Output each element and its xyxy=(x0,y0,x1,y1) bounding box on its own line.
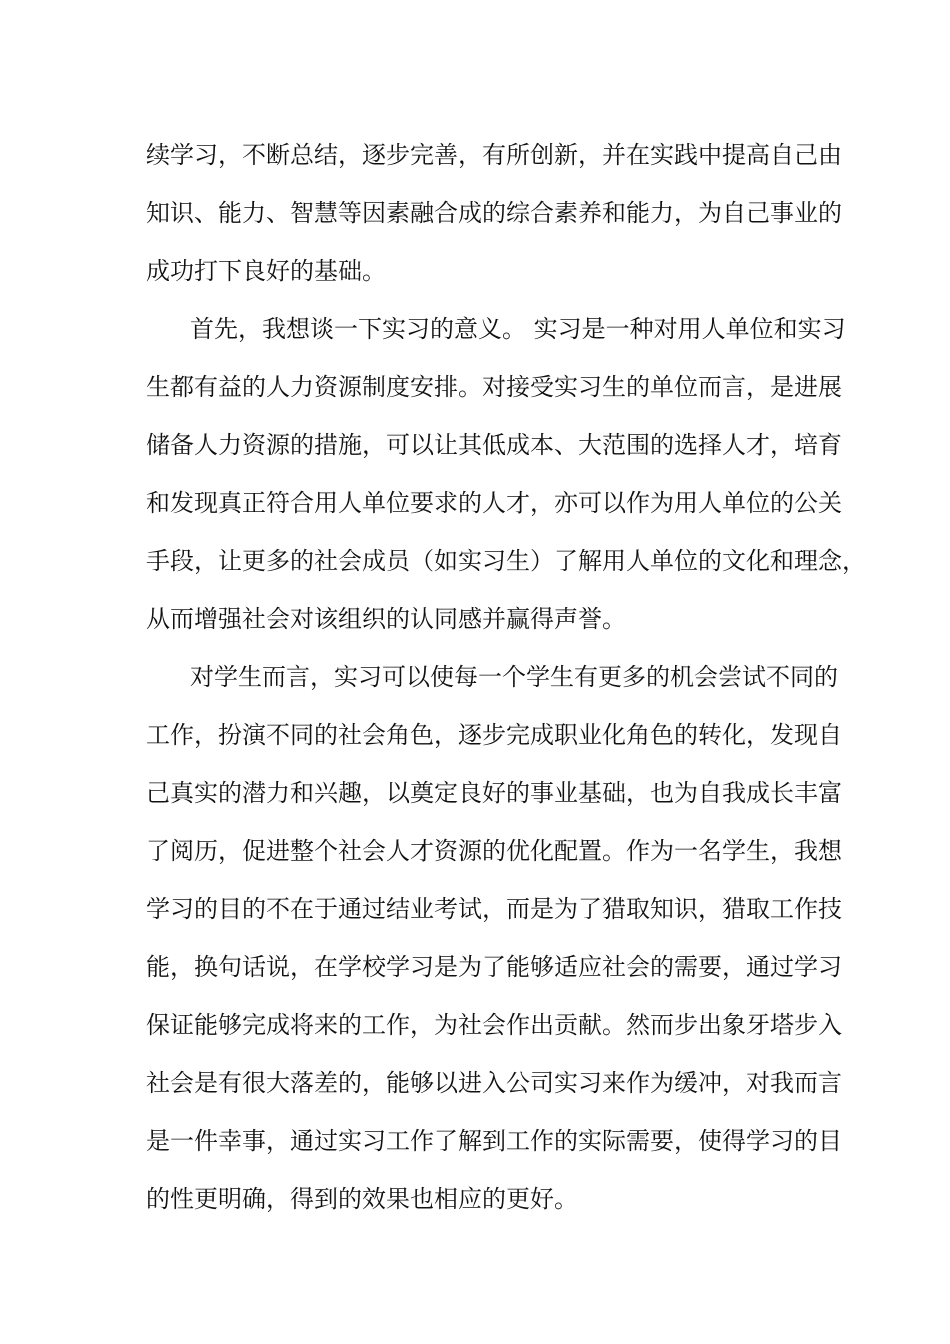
paragraph-3 xyxy=(146,648,842,1228)
text-line: 成功打下良好的基础。 xyxy=(146,257,386,285)
text-line: 储备人力资源的措施，可以让其低成本、大范围的选择人才，培育 xyxy=(146,431,842,459)
text-line: 工作，扮演不同的社会角色，逐步完成职业化角色的转化，发现自 xyxy=(146,721,842,749)
text-line: 续学习，不断总结，逐步完善，有所创新，并在实践中提高自己由 xyxy=(146,141,842,169)
text-line: 保证能够完成将来的工作，为社会作出贡献。然而步出象牙塔步入 xyxy=(146,1011,842,1039)
text-line: 手段，让更多的社会成员（如实习生）了解用人单位的文化和理念， xyxy=(146,547,866,575)
text-line: 学习的目的不在于通过结业考试，而是为了猎取知识，猎取工作技 xyxy=(146,895,842,923)
document-body xyxy=(146,126,866,1228)
text-line: 生都有益的人力资源制度安排。对接受实习生的单位而言，是进展 xyxy=(146,373,842,401)
paragraph-2 xyxy=(146,300,866,648)
text-line: 己真实的潜力和兴趣，以奠定良好的事业基础，也为自我成长丰富 xyxy=(146,779,842,807)
text-line: 社会是有很大落差的，能够以进入公司实习来作为缓冲，对我而言 xyxy=(146,1069,842,1097)
text-line: 的性更明确，得到的效果也相应的更好。 xyxy=(146,1185,578,1213)
text-line: 和发现真正符合用人单位要求的人才，亦可以作为用人单位的公关 xyxy=(146,489,842,517)
text-line: 知识、能力、智慧等因素融合成的综合素养和能力，为自己事业的 xyxy=(146,199,842,227)
text-line: 是一件幸事，通过实习工作了解到工作的实际需要，使得学习的目 xyxy=(146,1127,842,1155)
text-line: 能，换句话说，在学校学习是为了能够适应社会的需要，通过学习 xyxy=(146,953,842,981)
text-line: 首先，我想谈一下实习的意义。 实习是一种对用人单位和实习 xyxy=(190,315,846,343)
paragraph-1 xyxy=(146,126,842,300)
text-line: 了阅历，促进整个社会人才资源的优化配置。作为一名学生，我想 xyxy=(146,837,842,865)
text-line: 对学生而言，实习可以使每一个学生有更多的机会尝试不同的 xyxy=(190,663,838,691)
text-line: 从而增强社会对该组织的认同感并赢得声誉。 xyxy=(146,605,626,633)
